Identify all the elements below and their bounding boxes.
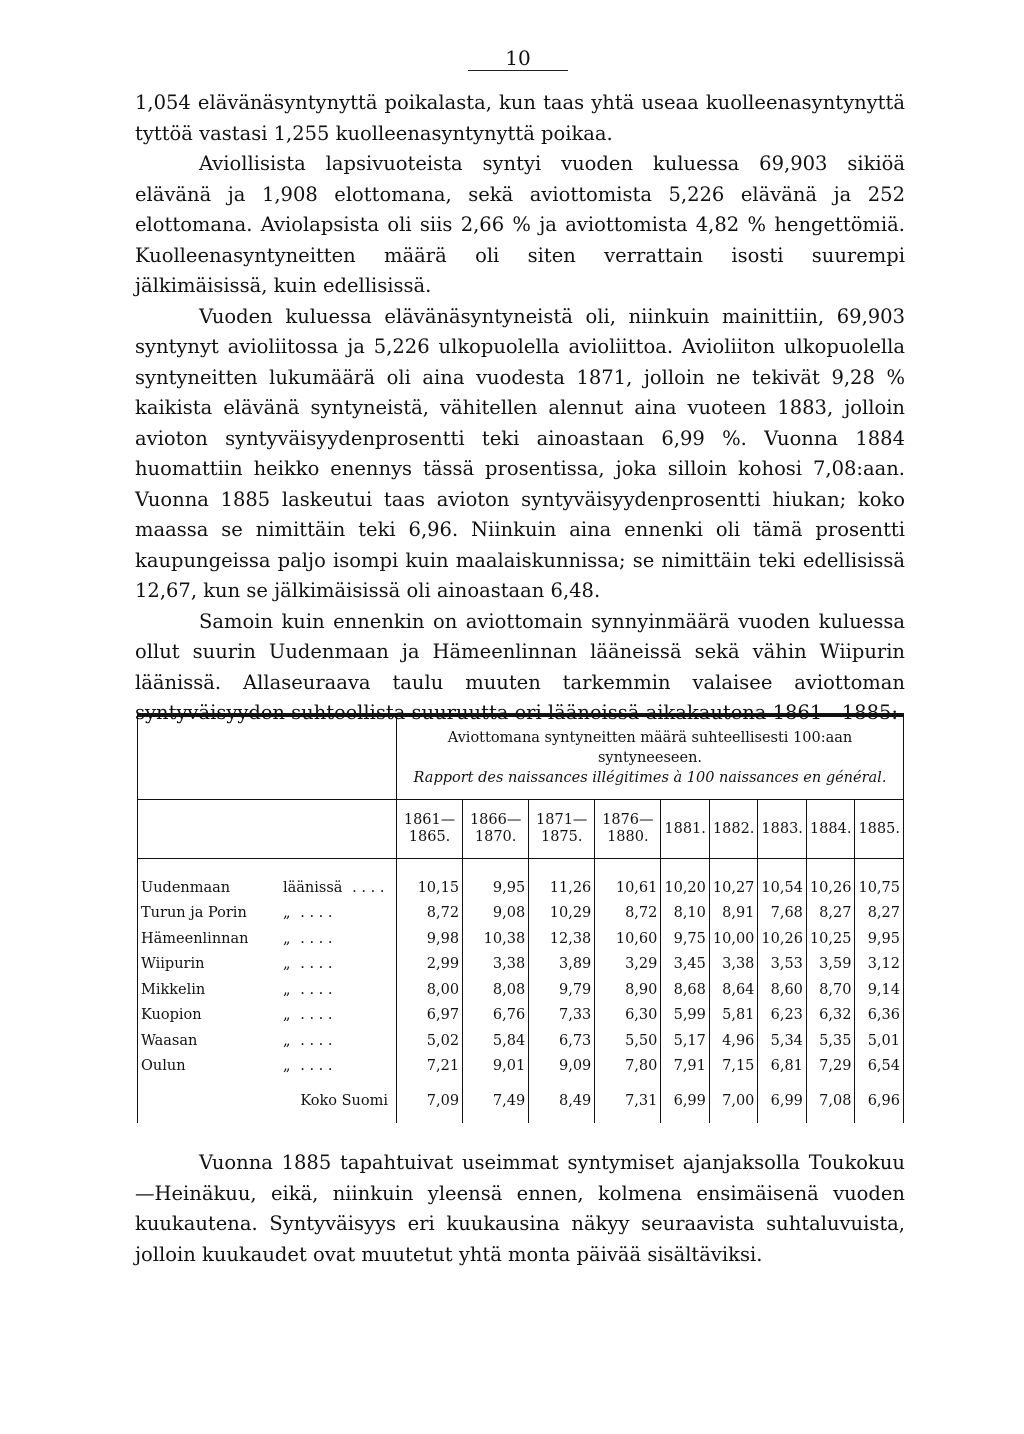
value-cell: 8,60	[758, 977, 807, 1003]
value-cell: 6,30	[595, 1003, 661, 1029]
value-cell: 8,64	[709, 977, 758, 1003]
value-cell: 10,20	[661, 875, 710, 901]
value-cell: 6,23	[758, 1003, 807, 1029]
table-stub-years	[138, 800, 397, 859]
province-name: Uudenmaan	[141, 879, 231, 896]
value-cell: 8,91	[709, 901, 758, 927]
value-cell: 10,00	[709, 926, 758, 952]
value-cell: 8,90	[595, 977, 661, 1003]
total-value-cell: 7,31	[595, 1079, 661, 1123]
value-cell: 9,95	[855, 926, 904, 952]
value-cell: 3,38	[709, 952, 758, 978]
value-cell: 5,01	[855, 1028, 904, 1054]
spacer-cell	[661, 859, 710, 876]
total-value-cell: 8,49	[529, 1079, 595, 1123]
value-cell: 6,81	[758, 1054, 807, 1080]
value-cell: 8,70	[806, 977, 855, 1003]
table-row	[138, 977, 904, 1003]
province-name: Kuopion	[141, 1007, 202, 1024]
value-cell: 7,15	[709, 1054, 758, 1080]
year-column-header: 1881.	[661, 800, 710, 859]
leader-dots: . . . .	[300, 1032, 333, 1049]
paragraph-2: Aviollisista lapsivuoteista syntyi vuoden kuluessa 69,903 sikiöä elävänä ja 1,908 elottomana, sekä aviottomista 5,226 elävänä ja 252 elottomana. Aviolapsista oli siis 2,66 % ja aviottomista 4,82 % hengettömiä. Kuolleenasyntyneitten määrä oli siten verrattain isosti suurempi jälkimäisissä, kuin edellisissä.	[135, 152, 905, 297]
value-cell: 6,97	[397, 1003, 463, 1029]
value-cell: 8,08	[463, 977, 529, 1003]
value-cell: 10,26	[806, 875, 855, 901]
value-cell: 7,68	[758, 901, 807, 927]
value-cell: 5,84	[463, 1028, 529, 1054]
province-name-cell	[138, 875, 397, 901]
value-cell: 9,14	[855, 977, 904, 1003]
province-name: Mikkelin	[141, 981, 206, 998]
province-name: Oulun	[141, 1058, 186, 1075]
spacer-cell	[709, 859, 758, 876]
caption-french: Rapport des naissances illégitimes à 100 naissances en général.	[413, 770, 887, 786]
leader-dots: . . . .	[300, 1007, 333, 1024]
year-column-header: 1871—1875.	[529, 800, 595, 859]
value-cell: 10,38	[463, 926, 529, 952]
value-cell: 5,34	[758, 1028, 807, 1054]
table-row	[138, 1003, 904, 1029]
value-cell: 9,08	[463, 901, 529, 927]
total-value-cell: 6,99	[758, 1079, 807, 1123]
value-cell: 3,38	[463, 952, 529, 978]
table-row	[138, 952, 904, 978]
province-name: Turun ja Porin	[141, 905, 247, 922]
province-name-cell	[138, 901, 397, 927]
table-caption	[397, 715, 904, 800]
table-row	[138, 901, 904, 927]
value-cell: 9,75	[661, 926, 710, 952]
value-cell: 9,98	[397, 926, 463, 952]
spacer-cell	[138, 859, 397, 876]
province-suffix: „	[283, 1007, 291, 1024]
year-column-header: 1882.	[709, 800, 758, 859]
table-row	[138, 1028, 904, 1054]
value-cell: 10,27	[709, 875, 758, 901]
value-cell: 9,95	[463, 875, 529, 901]
value-cell: 8,00	[397, 977, 463, 1003]
closing-paragraph: Vuonna 1885 tapahtuivat useimmat syntymiset ajanjaksolla Toukokuu—Heinäkuu, eikä, niinkuin yleensä ennen, kolmena ensimäisenä vuoden kuukautena. Syntyväisyys eri kuukausina näkyy seuraavista suhtaluvuista, jolloin kuukaudet ovat muutetut yhtä monta päivää sisältäviksi.	[135, 1151, 905, 1266]
value-cell: 3,53	[758, 952, 807, 978]
value-cell: 8,27	[855, 901, 904, 927]
leader-dots: . . . .	[300, 956, 333, 973]
total-value-cell: 6,96	[855, 1079, 904, 1123]
value-cell: 5,35	[806, 1028, 855, 1054]
closing-text	[135, 1148, 905, 1270]
year-column-header: 1883.	[758, 800, 807, 859]
province-name: Waasan	[141, 1032, 198, 1049]
value-cell: 10,60	[595, 926, 661, 952]
value-cell: 6,73	[529, 1028, 595, 1054]
spacer-cell	[463, 859, 529, 876]
province-suffix: „	[283, 1058, 291, 1075]
table-row	[138, 875, 904, 901]
illegitimate-births-table	[137, 713, 904, 1123]
value-cell: 5,99	[661, 1003, 710, 1029]
total-value-cell: 6,99	[661, 1079, 710, 1123]
value-cell: 8,68	[661, 977, 710, 1003]
province-suffix: „	[283, 1032, 291, 1049]
value-cell: 10,29	[529, 901, 595, 927]
province-name-cell	[138, 926, 397, 952]
total-value-cell: 7,00	[709, 1079, 758, 1123]
value-cell: 3,29	[595, 952, 661, 978]
value-cell: 7,21	[397, 1054, 463, 1080]
spacer-cell	[806, 859, 855, 876]
province-name-cell	[138, 1003, 397, 1029]
province-name: Wiipurin	[141, 956, 205, 973]
province-name: Hämeenlinnan	[141, 930, 249, 947]
value-cell: 7,91	[661, 1054, 710, 1080]
value-cell: 9,09	[529, 1054, 595, 1080]
leader-dots: . . . .	[300, 981, 333, 998]
paragraph-4: Samoin kuin ennenkin on aviottomain synnyinmäärä vuoden kuluessa ollut suurin Uudenmaan ja Hämeenlinnan lääneissä sekä vähin Wiipurin läänissä. Allaseuraava taulu muuten tarkemmin valaisee aviottoman syntyväisyyden suhteellista suuruutta eri lääneissä aikakautena 1861—1885:	[135, 609, 905, 724]
province-suffix: „	[283, 905, 291, 922]
total-value-cell: 7,08	[806, 1079, 855, 1123]
province-name-cell	[138, 977, 397, 1003]
value-cell: 3,89	[529, 952, 595, 978]
value-cell: 9,79	[529, 977, 595, 1003]
value-cell: 7,33	[529, 1003, 595, 1029]
total-label: Koko Suomi	[138, 1079, 397, 1123]
spacer-cell	[397, 859, 463, 876]
value-cell: 8,27	[806, 901, 855, 927]
value-cell: 10,75	[855, 875, 904, 901]
value-cell: 9,01	[463, 1054, 529, 1080]
table-row	[138, 1054, 904, 1080]
value-cell: 4,96	[709, 1028, 758, 1054]
value-cell: 5,50	[595, 1028, 661, 1054]
leader-dots: . . . .	[300, 1058, 333, 1075]
leader-dots: . . . .	[300, 905, 333, 922]
province-name-cell	[138, 1028, 397, 1054]
province-name-cell	[138, 952, 397, 978]
paragraph-1: 1,054 elävänäsyntynyttä poikalasta, kun taas yhtä useaa kuolleenasyntynyttä tyttöä vastasi 1,255 kuolleenasyntynyttä poikaa.	[135, 91, 905, 145]
spacer-cell	[529, 859, 595, 876]
year-column-header: 1884.	[806, 800, 855, 859]
leader-dots: . . . .	[300, 930, 333, 947]
value-cell: 3,59	[806, 952, 855, 978]
year-column-header: 1866—1870.	[463, 800, 529, 859]
value-cell: 8,72	[595, 901, 661, 927]
value-cell: 8,10	[661, 901, 710, 927]
value-cell: 10,25	[806, 926, 855, 952]
value-cell: 6,76	[463, 1003, 529, 1029]
page-number: 10	[468, 46, 568, 71]
value-cell: 10,15	[397, 875, 463, 901]
value-cell: 2,99	[397, 952, 463, 978]
value-cell: 7,80	[595, 1054, 661, 1080]
caption-finnish: Aviottomana syntyneitten määrä suhteellisesti 100:aan syntyneeseen.	[447, 730, 853, 766]
value-cell: 3,45	[661, 952, 710, 978]
value-cell: 10,26	[758, 926, 807, 952]
table-row	[138, 926, 904, 952]
paragraph-3: Vuoden kuluessa elävänäsyntyneistä oli, niinkuin mainittiin, 69,903 syntynyt avioliitossa ja 5,226 ulkopuolella avioliittoa. Avioliiton ulkopuolella syntyneitten lukumäärä oli aina vuodesta 1871, jolloin ne tekivät 9,28 % kaikista elävänä syntyneistä, vähitellen alennut aina vuoteen 1883, jolloin avioton syntyväisyydenprosentti teki ainoastaan 6,99 %. Vuonna 1884 huomattiin heikko enennys tässä prosentissa, joka silloin kohosi 7,08:aan. Vuonna 1885 laskeutui taas avioton syntyväisyydenprosentti hiukan; koko maassa se nimittäin teki 6,96. Niinkuin aina ennenki oli tämä prosentti kaupungeissa paljo isompi kuin maalaiskunnissa; se nimittäin teki edellisissä 12,67, kun se jälkimäisissä oli ainoastaan 6,48.	[135, 304, 905, 602]
total-value-cell: 7,49	[463, 1079, 529, 1123]
value-cell: 6,32	[806, 1003, 855, 1029]
spacer-cell	[595, 859, 661, 876]
table-stub-header	[138, 715, 397, 800]
value-cell: 10,61	[595, 875, 661, 901]
spacer-cell	[758, 859, 807, 876]
province-name-cell	[138, 1054, 397, 1080]
value-cell: 5,17	[661, 1028, 710, 1054]
value-cell: 6,54	[855, 1054, 904, 1080]
province-suffix: „	[283, 981, 291, 998]
value-cell: 6,36	[855, 1003, 904, 1029]
total-value-cell: 7,09	[397, 1079, 463, 1123]
province-suffix: „	[283, 930, 291, 947]
year-column-header: 1861—1865.	[397, 800, 463, 859]
value-cell: 11,26	[529, 875, 595, 901]
value-cell: 7,29	[806, 1054, 855, 1080]
leader-dots: . . . .	[352, 879, 385, 896]
value-cell: 5,81	[709, 1003, 758, 1029]
body-text	[135, 88, 905, 729]
value-cell: 5,02	[397, 1028, 463, 1054]
province-suffix: „	[283, 956, 291, 973]
year-column-header: 1885.	[855, 800, 904, 859]
value-cell: 12,38	[529, 926, 595, 952]
value-cell: 3,12	[855, 952, 904, 978]
value-cell: 10,54	[758, 875, 807, 901]
value-cell: 8,72	[397, 901, 463, 927]
spacer-cell	[855, 859, 904, 876]
year-column-header: 1876—1880.	[595, 800, 661, 859]
province-suffix: läänissä	[283, 879, 343, 896]
